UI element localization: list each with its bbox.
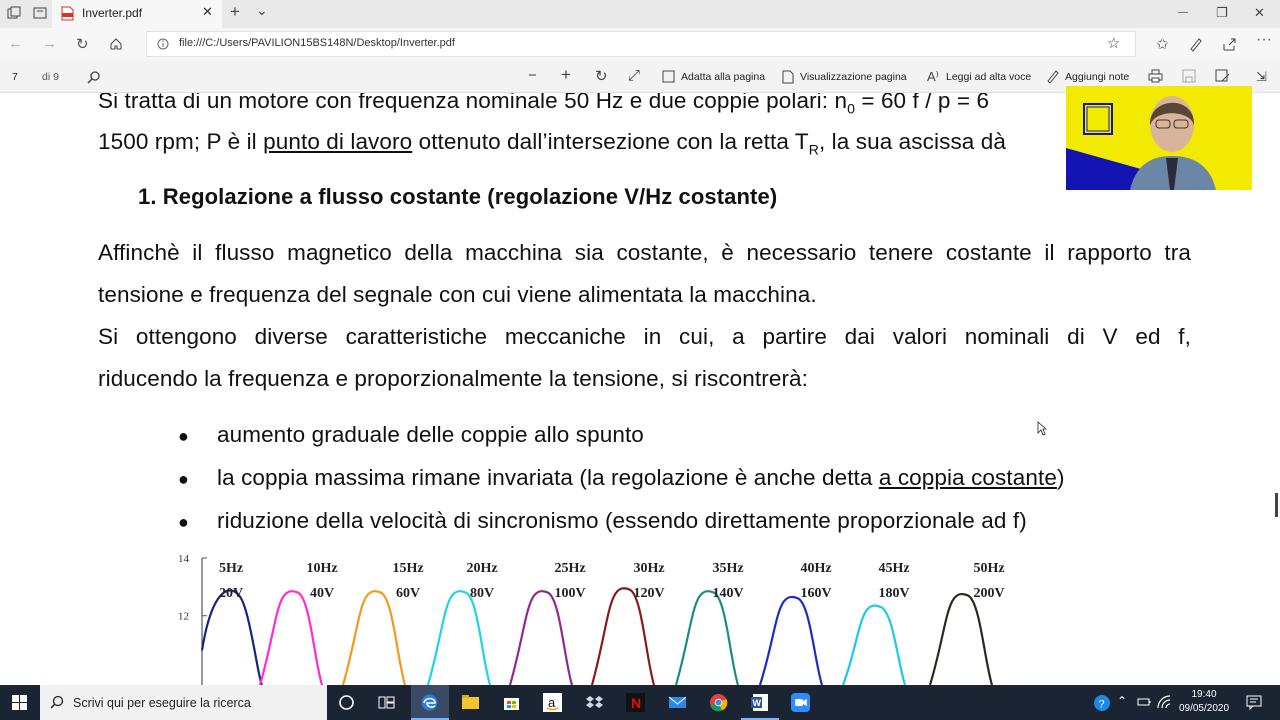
more-icon[interactable]: ··· [1256, 31, 1272, 48]
pin-toolbar-icon[interactable]: ⇲ [1256, 69, 1267, 84]
taskbar-search-box[interactable] [40, 685, 327, 720]
title-bar [0, 0, 1280, 28]
scrollbar-thumb[interactable] [1275, 493, 1278, 517]
y-tick-label: 14 [178, 553, 189, 565]
maximize-button[interactable]: ❐ [1216, 5, 1228, 20]
bullet-dot: ● [178, 426, 189, 446]
windows-start-icon[interactable] [12, 695, 27, 710]
chrome-icon[interactable] [709, 693, 728, 712]
zoom-meeting-icon[interactable] [791, 693, 810, 712]
wifi-icon[interactable] [1157, 695, 1172, 709]
curve-10Hz [260, 591, 322, 685]
curve-20Hz [428, 591, 490, 685]
paragraph-2-line-1: Si ottengono diverse caratteristiche meccaniche in cui, a partire dai valori nominali di V ed f, [98, 324, 1191, 349]
voltage-label: 20V [218, 586, 244, 601]
edge-browser-icon[interactable] [420, 693, 439, 712]
freq-label: 30Hz [633, 561, 665, 576]
svg-text:W: W [752, 698, 761, 708]
fit-page-button[interactable]: Adatta alla pagina [681, 71, 766, 83]
webcam-video [1066, 86, 1252, 190]
add-notes-button[interactable]: Aggiungi note [1065, 71, 1130, 83]
read-aloud-icon: A⁾ [927, 69, 939, 84]
voltage-label: 180V [878, 586, 910, 601]
dropbox-icon[interactable] [585, 693, 604, 712]
tab-inverter-pdf[interactable] [52, 0, 222, 28]
windows-taskbar [0, 685, 1280, 720]
doc-line-2: 1500 rpm; P è il punto di lavoro ottenuto dall’intersezione con la retta $T_R$, la sua ascissa dà [98, 129, 1006, 158]
new-tab-button[interactable]: + [230, 2, 240, 21]
store-icon[interactable] [502, 693, 521, 712]
webcam-overlay [1066, 86, 1252, 190]
page-number-input[interactable]: 7 [12, 71, 18, 83]
freq-label: 20Hz [466, 561, 498, 576]
cortana-icon[interactable] [337, 693, 356, 712]
punto-di-lavoro-link[interactable]: punto di lavoro [263, 129, 413, 154]
tab-close-icon[interactable]: ✕ [202, 4, 213, 19]
print-icon[interactable] [1148, 69, 1163, 83]
help-icon[interactable] [1093, 694, 1111, 712]
voltage-label: 40V [309, 586, 335, 601]
add-notes-pen-icon [1046, 69, 1060, 83]
curve-30Hz [592, 588, 654, 685]
bullet-item-3: riduzione della velocità di sincronismo (essendo direttamente proporzionale ad f) [217, 508, 1027, 533]
svg-text:?: ? [1098, 698, 1105, 711]
forward-icon[interactable]: → [42, 35, 57, 52]
freq-label: 5Hz [218, 561, 244, 576]
task-view-icon[interactable] [377, 693, 396, 712]
info-icon[interactable] [157, 38, 169, 50]
voltage-label: 100V [554, 586, 586, 601]
word-icon[interactable] [750, 693, 769, 712]
netflix-icon[interactable] [626, 693, 645, 712]
freq-label: 15Hz [392, 561, 424, 576]
refresh-icon[interactable]: ↻ [76, 36, 89, 53]
zoom-out-icon[interactable]: − [528, 67, 537, 84]
file-explorer-icon[interactable] [461, 693, 480, 712]
voltage-label: 120V [633, 586, 665, 601]
curve-40Hz [760, 597, 822, 685]
bullet-item-1: aumento graduale delle coppie allo spunto [217, 422, 644, 447]
tab-title: Inverter.pdf [82, 6, 143, 20]
voltage-label: 60V [395, 586, 421, 601]
set-aside-tabs-icon[interactable] [33, 6, 47, 20]
mouse-cursor-icon [1037, 421, 1047, 436]
read-aloud-button[interactable]: Leggi ad alta voce [946, 71, 1032, 83]
bullet-item-2: la coppia massima rimane invariata (la regolazione è anche detta a coppia costante) [217, 465, 1065, 490]
navigation-bar [0, 28, 1280, 60]
freq-label: 40Hz [800, 561, 832, 576]
curve-35Hz [676, 591, 738, 685]
system-clock[interactable] [1172, 688, 1236, 716]
voltage-label: 200V [973, 586, 1005, 601]
curve-15Hz [343, 591, 405, 685]
pen-icon[interactable] [1188, 36, 1204, 52]
minimize-button[interactable]: — [1178, 7, 1188, 18]
page-view-button[interactable]: Visualizzazione pagina [800, 71, 907, 83]
clock-date: 09/05/2020 [1178, 703, 1230, 714]
curve-45Hz [843, 606, 905, 685]
curve-25Hz [510, 591, 572, 685]
bullet-dot: ● [178, 469, 189, 489]
freq-label: 45Hz [878, 561, 910, 576]
voltage-label: 140V [712, 586, 744, 601]
paragraph-1-line-2: tensione e frequenza del segnale con cui viene alimentata la macchina. [98, 282, 817, 307]
section-heading: 1. Regolazione a flusso costante (regolazione V/Hz costante) [138, 184, 778, 209]
favorite-star-icon[interactable]: ☆ [1107, 35, 1121, 52]
zoom-in-icon[interactable]: + [561, 65, 571, 84]
url-text: file:///C:/Users/PAVILION15BS148N/Desktop/Inverter.pdf [179, 37, 455, 49]
paragraph-1-line-1: Affinchè il flusso magnetico della macchina sia costante, è necessario tenere costante il rapporto tra [98, 240, 1191, 265]
svg-text:a: a [548, 695, 556, 710]
favorites-icon[interactable]: ✩ [1156, 36, 1169, 53]
bullet-dot: ● [178, 512, 189, 532]
doc-line-1: Si tratta di un motore con frequenza nominale 50 Hz e due coppie polari: $n_0 = 60$ f / p = 6 [98, 93, 990, 117]
fullscreen-icon[interactable]: ⤢ [628, 67, 641, 84]
save-icon[interactable] [1182, 69, 1196, 83]
notifications-icon[interactable] [1246, 695, 1262, 710]
paragraph-2-line-2: riducendo la frequenza e proporzionalmente la tensione, si riscontrerà: [98, 366, 809, 391]
torque-speed-chart [160, 548, 1040, 685]
y-tick-label: 12 [178, 610, 189, 623]
voltage-label: 80V [469, 586, 495, 601]
freq-label: 10Hz [306, 561, 338, 576]
address-bar[interactable] [146, 31, 1136, 57]
tab-menu-chevron-icon[interactable]: ⌄ [256, 2, 268, 18]
a-coppia-costante-link[interactable]: a coppia costante [878, 465, 1057, 490]
search-icon[interactable] [87, 70, 101, 84]
freq-label: 35Hz [712, 561, 744, 576]
fit-page-icon [662, 70, 675, 83]
page-total: di 9 [42, 71, 59, 83]
subscript-r: R [808, 141, 819, 158]
curve-5Hz [202, 590, 262, 685]
voltage-label: 160V [800, 586, 832, 601]
home-icon[interactable] [109, 37, 123, 51]
svg-text:N: N [631, 695, 642, 711]
share-icon[interactable] [1222, 36, 1238, 52]
battery-icon[interactable] [1137, 697, 1151, 707]
pdf-file-icon [61, 6, 74, 21]
rotate-icon[interactable]: ↻ [595, 68, 608, 85]
save-as-icon[interactable] [1215, 69, 1230, 83]
subscript-0: 0 [847, 100, 855, 117]
amazon-icon[interactable] [543, 693, 562, 712]
close-button[interactable]: ✕ [1254, 5, 1265, 20]
freq-label: 50Hz [973, 561, 1005, 576]
freq-label: 25Hz [554, 561, 586, 576]
search-placeholder: Scrivi qui per eseguire la ricerca [73, 696, 251, 710]
back-icon[interactable]: ← [8, 35, 23, 52]
mail-icon[interactable] [668, 693, 687, 712]
tab-actions-icon[interactable] [7, 6, 21, 20]
search-icon [50, 695, 64, 709]
clock-time: 19:40 [1191, 689, 1217, 700]
curve-50Hz [930, 594, 992, 685]
page-view-icon [782, 70, 794, 84]
tray-chevron-icon[interactable]: ⌃ [1117, 694, 1128, 708]
